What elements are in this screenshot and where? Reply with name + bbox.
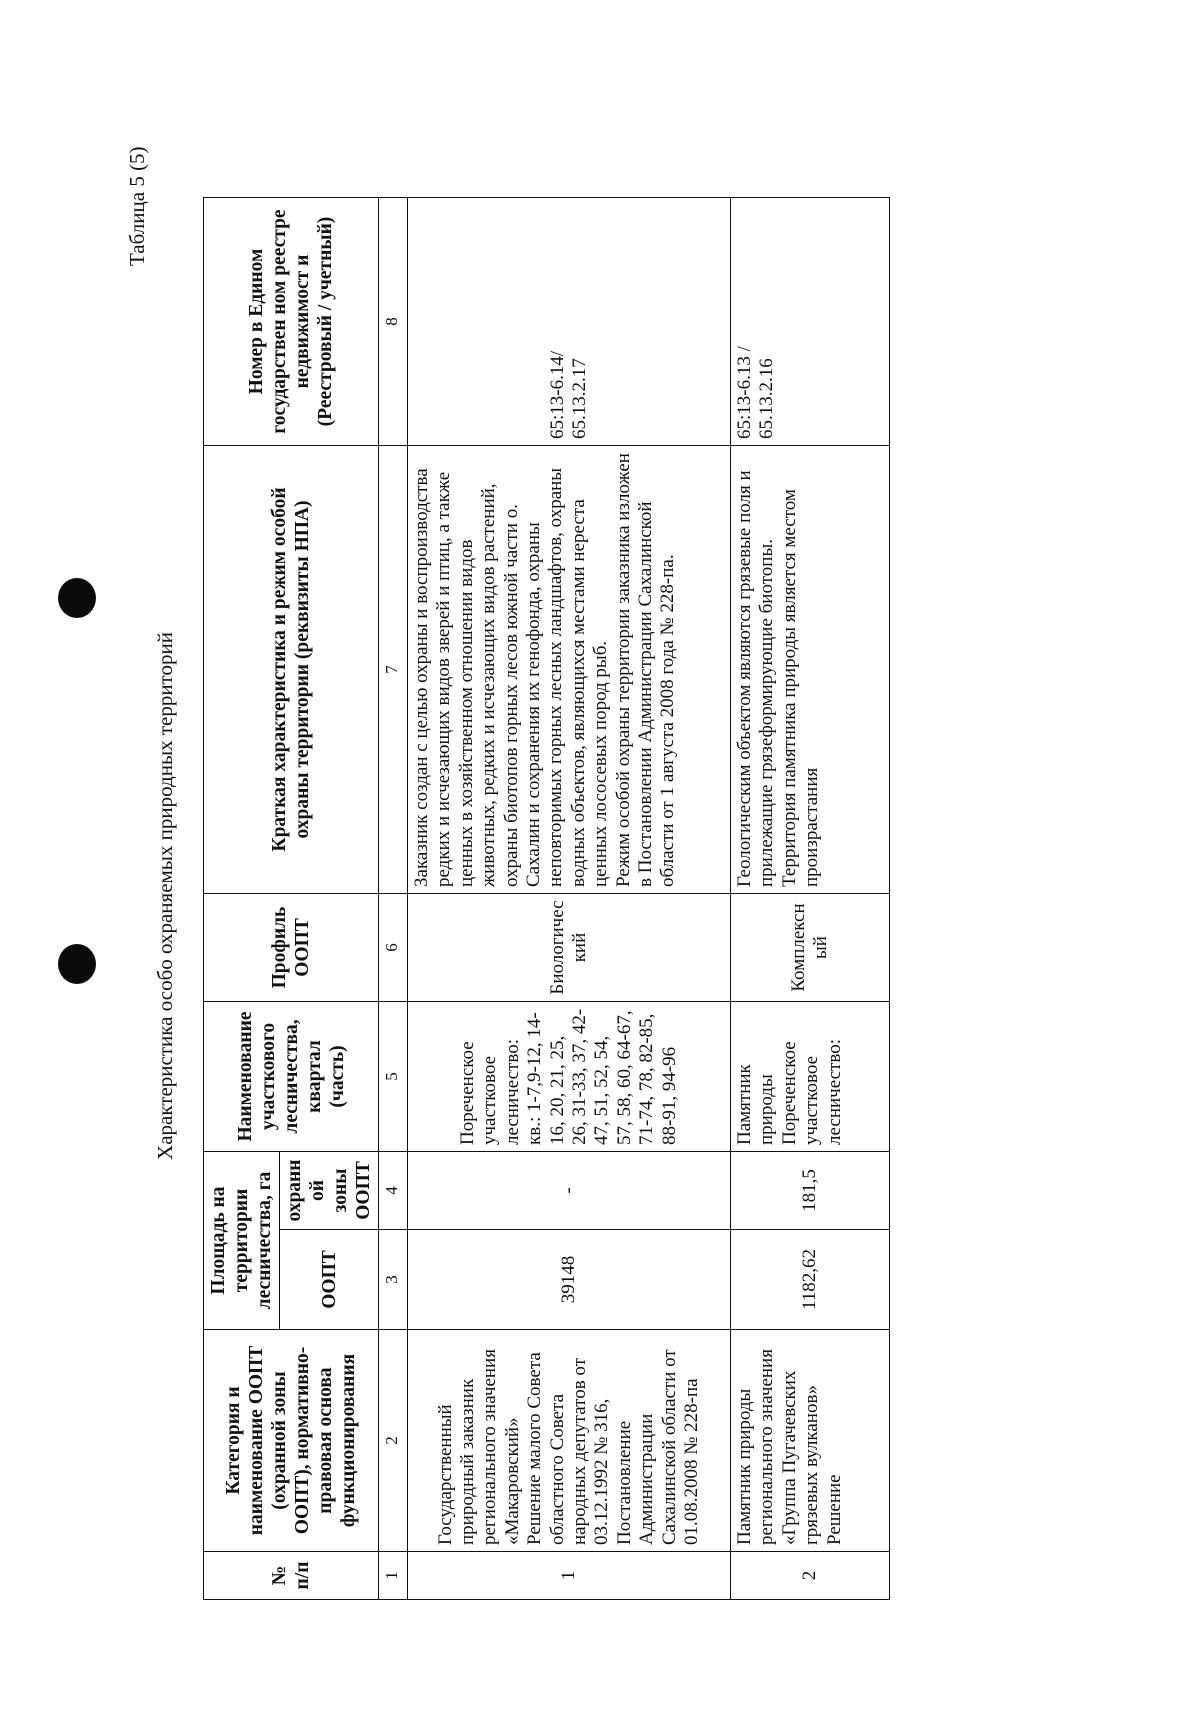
header-area-oopt: ООПТ bbox=[280, 1230, 379, 1330]
column-number: 4 bbox=[379, 1152, 408, 1230]
column-number-row bbox=[379, 198, 408, 1600]
row-number: 2 bbox=[731, 1552, 890, 1600]
table-caption: Характеристика особо охраняемых природных территорий bbox=[153, 632, 177, 1160]
header-forestry: Наименование участкового лесничества, квартал (часть) bbox=[204, 1002, 379, 1152]
header-category: Категория и наименование ООПТ (охранной зоны ООПТ), нормативно-правовая основа функционирования bbox=[204, 1330, 379, 1552]
header-registry: Номер в Едином государствен ном реестре недвижимост и (Реестровый / учетный) bbox=[204, 198, 379, 446]
column-number: 1 bbox=[379, 1552, 408, 1600]
header-description: Краткая характеристика и режим особой охраны территории (реквизиты НПА) bbox=[204, 446, 379, 894]
table-number: Таблица 5 (5) bbox=[125, 146, 149, 266]
document-sheet bbox=[95, 136, 1185, 1656]
column-number: 8 bbox=[379, 198, 408, 446]
row-profile: Комплексн ый bbox=[731, 894, 890, 1002]
column-number: 7 bbox=[379, 446, 408, 894]
header-area: Площадь на территории лесничества, га bbox=[204, 1152, 280, 1330]
row-area-zone: - bbox=[408, 1152, 731, 1230]
row-profile: Биологичес кий bbox=[408, 894, 731, 1002]
header-row bbox=[204, 198, 280, 1600]
table-row bbox=[408, 198, 731, 1600]
punch-hole bbox=[58, 944, 96, 984]
header-profile: Профиль ООПТ bbox=[204, 894, 379, 1002]
punch-hole bbox=[58, 578, 96, 618]
row-area-oopt: 1182,62 bbox=[731, 1230, 890, 1330]
table-row bbox=[731, 198, 890, 1600]
row-category: Государственный природный заказник регионального значения «Макаровский» Решение малого Совета областного Совета народных депутатов от 03.12.1992 № 316, Постановление Администрации Сахалинской области от 01.08.2008 № 228-па bbox=[408, 1330, 731, 1552]
header-no: № п/п bbox=[204, 1552, 379, 1600]
row-category: Памятник природы регионального значения «Группа Пугачевских грязевых вулканов» Решение bbox=[731, 1330, 890, 1552]
column-number: 2 bbox=[379, 1330, 408, 1552]
oopt-table bbox=[203, 197, 890, 1600]
header-area-zone: охранн ой зоны ООПТ bbox=[280, 1152, 379, 1230]
row-area-zone: 181,5 bbox=[731, 1152, 890, 1230]
row-area-oopt: 39148 bbox=[408, 1230, 731, 1330]
row-registry: 65:13-6.14/ 65.13.2.17 bbox=[408, 198, 731, 446]
row-forestry: Пореченское участковое лесничество: кв.: 1-7,9-12, 14-16, 20, 21, 25, 26, 31-33, 37, 42-47, 51, 52, 54, 57, 58, 60, 64-67, 71-74, 78, 82-85, 88-91, 94-96 bbox=[408, 1002, 731, 1152]
row-forestry: Памятник природы Пореченское участковое лесничество: bbox=[731, 1002, 890, 1152]
row-description: Геологическим объектом являются грязевые поля и прилежащие грязеформирующие биотопы. Территория памятника природы является местом произрастания bbox=[731, 446, 890, 894]
column-number: 6 bbox=[379, 894, 408, 1002]
column-number: 3 bbox=[379, 1230, 408, 1330]
row-number: 1 bbox=[408, 1552, 731, 1600]
row-description: Заказник создан с целью охраны и воспроизводства редких и исчезающих видов зверей и птиц, а также ценных в хозяйственном отношении видов животных, редких и исчезающих видов растений, охраны биотопов горных лесов южной части о. Сахалин и сохранения их генофонда, охраны неповторимых горных лесных ландшафтов, охраны водных объектов, являющихся местами нереста ценных лососевых пород рыб. Режим особой охраны территории заказника изложен в Постановлении Администрации Сахалинской области от 1 августа 2008 года № 228-па. bbox=[408, 446, 731, 894]
column-number: 5 bbox=[379, 1002, 408, 1152]
row-registry: 65:13-6.13 / 65.13.2.16 bbox=[731, 198, 890, 446]
